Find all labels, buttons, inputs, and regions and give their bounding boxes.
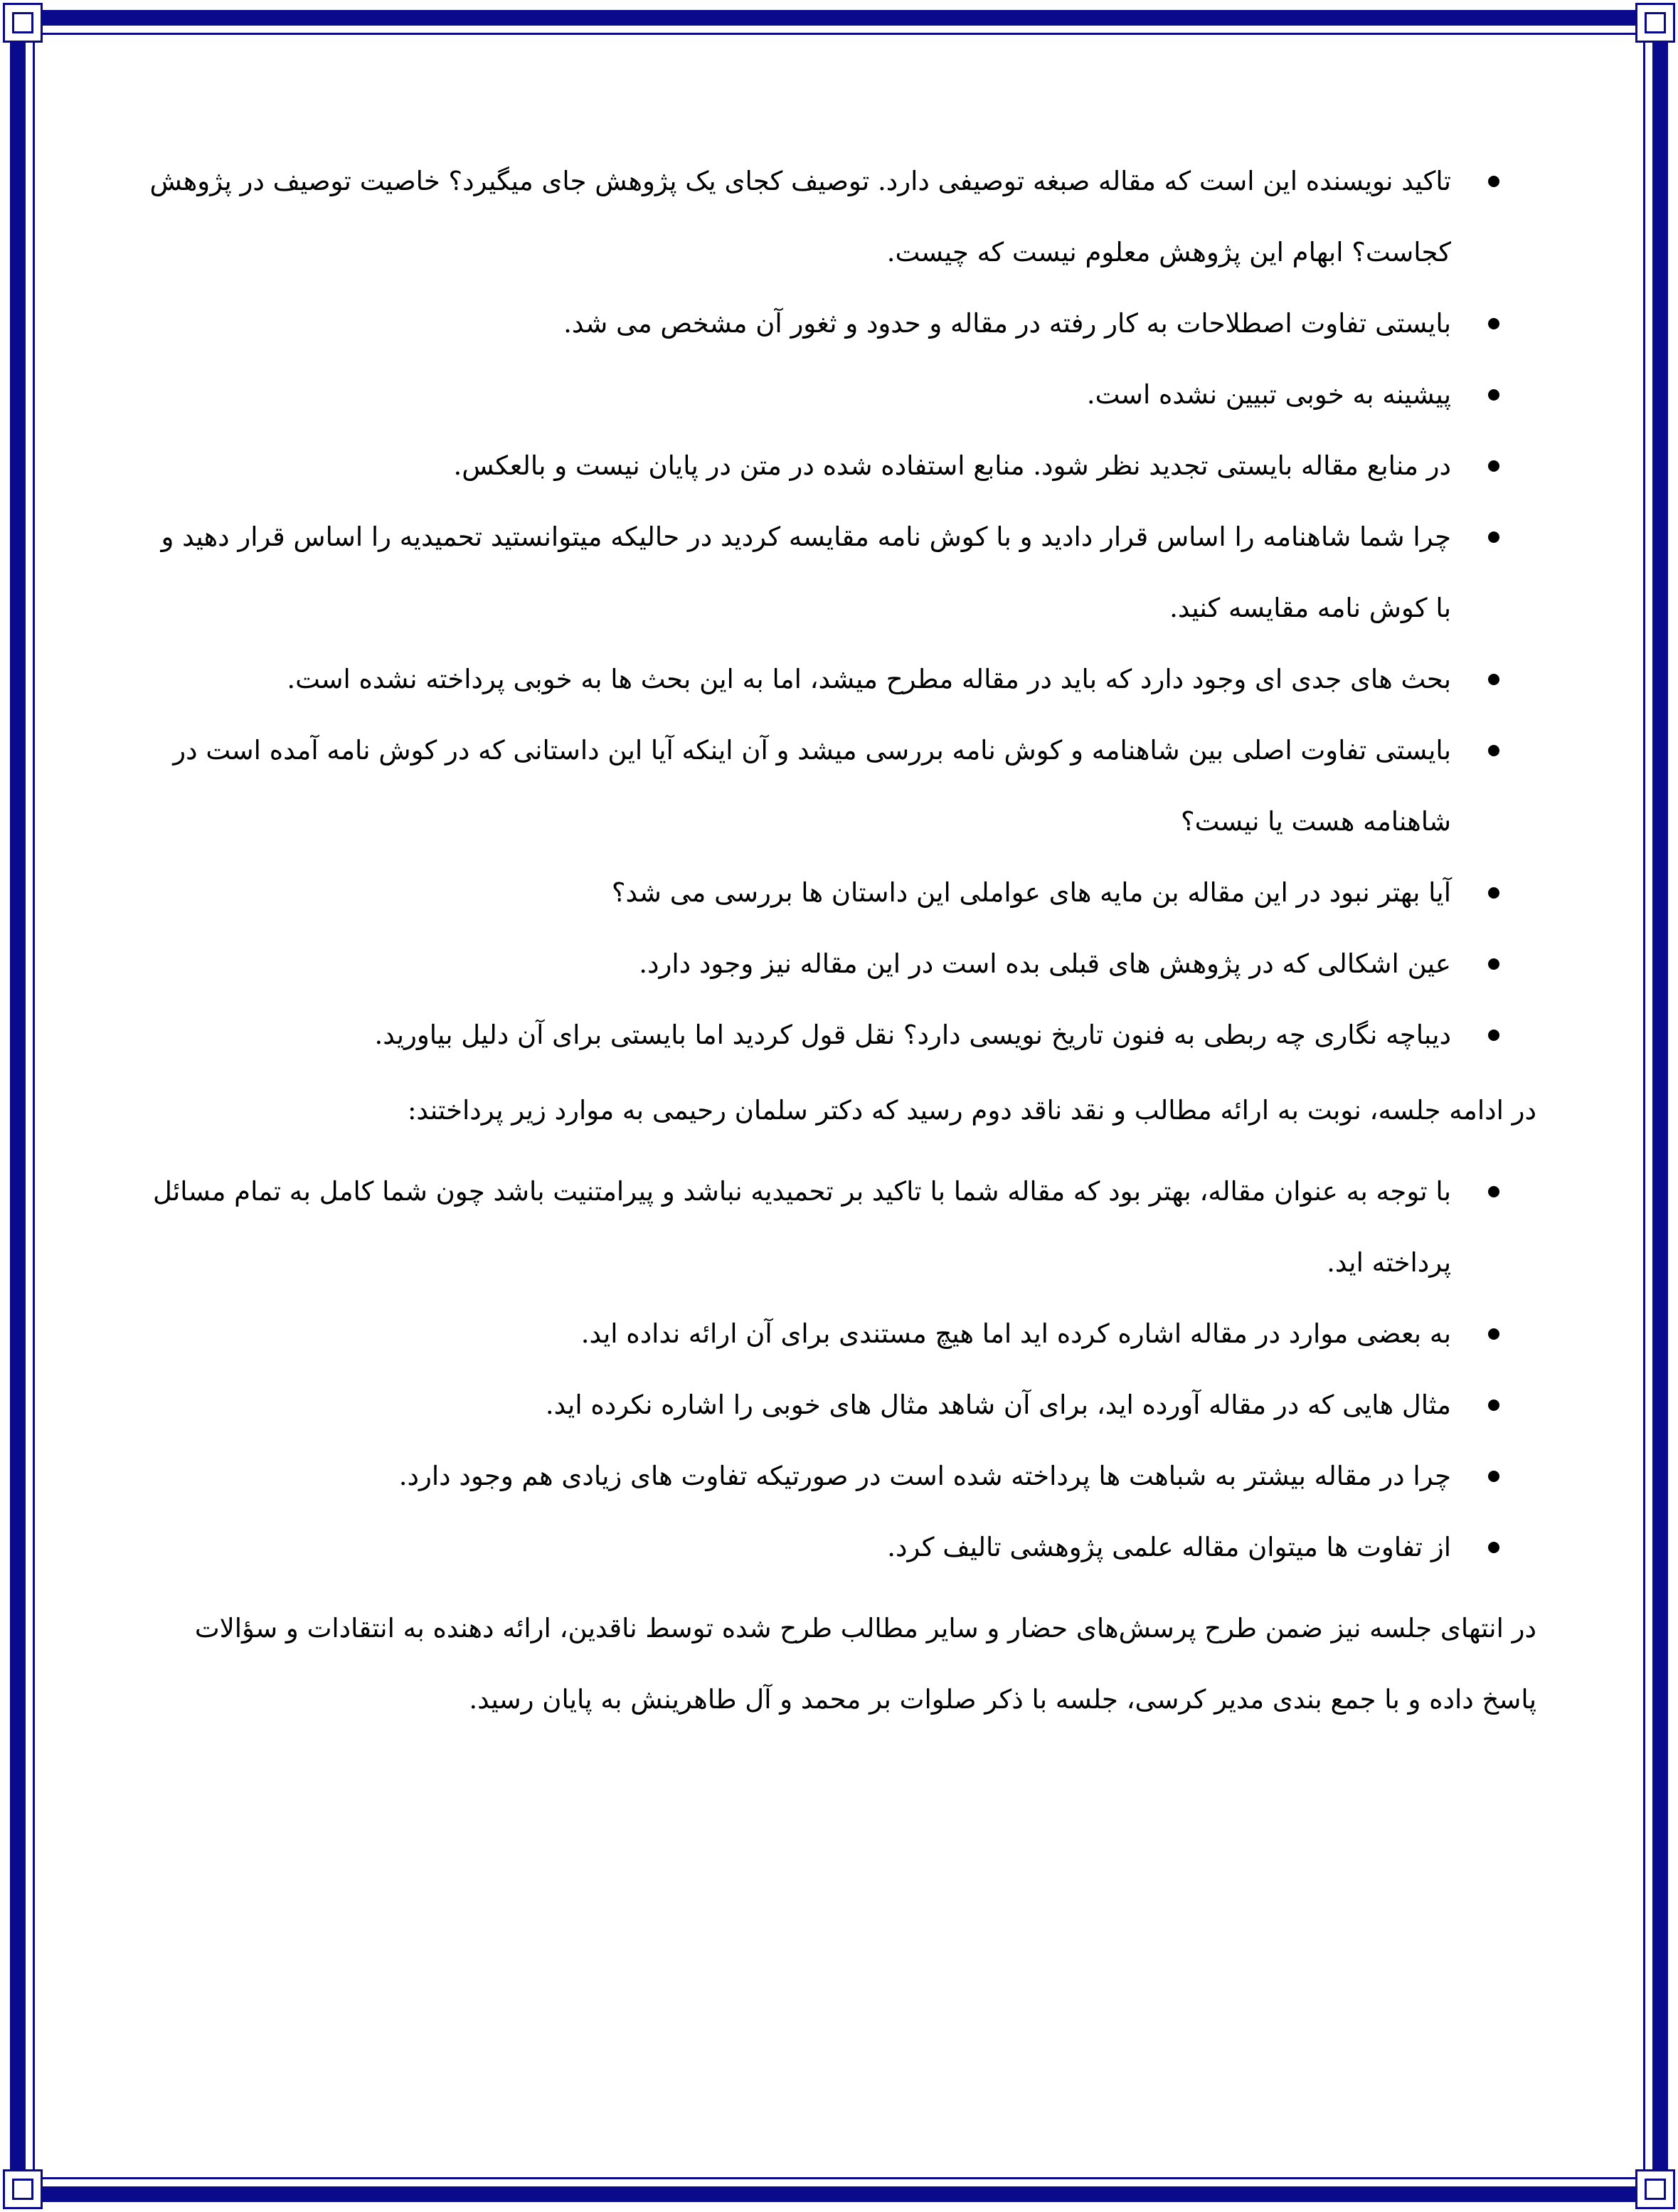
bullet-icon [1488, 1030, 1499, 1041]
list-item-text: چرا در مقاله بیشتر به شباهت ها پرداخته شده است در صورتیکه تفاوت های زیادی هم وجود دارد. [398, 1461, 1451, 1491]
bullet-icon [1488, 460, 1499, 472]
list-item [142, 857, 1451, 928]
bullet-icon [1488, 1542, 1499, 1553]
list-item [142, 288, 1451, 359]
list-item [142, 928, 1451, 1000]
bullet-icon [1488, 1328, 1499, 1340]
list-item-text: دیباچه نگاری چه ربطی به فنون تاریخ نویسی دارد؟ نقل قول کردید اما بایستی برای آن دلیل بیاورید. [374, 1020, 1451, 1050]
bullet-icon [1488, 1186, 1499, 1197]
list-item [142, 715, 1451, 857]
bullet-icon [1488, 389, 1499, 401]
bullet-icon [1488, 958, 1499, 970]
list-item-text: چرا شما شاهنامه را اساس قرار دادید و با کوش نامه مقایسه کردید در حالیکه میتوانستید تحمیدیه را اساس قرار دهید و با کوش نامه مقایسه کنید. [161, 522, 1451, 623]
first-critic-list [142, 146, 1536, 1071]
list-item [142, 430, 1451, 502]
bullet-icon [1488, 531, 1499, 543]
list-item-text: مثال هایی که در مقاله آورده اید، برای آن شاهد مثال های خوبی را اشاره نکرده اید. [545, 1390, 1451, 1420]
list-item-text: در منابع مقاله بایستی تجدید نظر شود. منابع استفاده شده در متن در پایان نیست و بالعکس. [453, 450, 1451, 481]
list-item-text: از تفاوت ها میتوان مقاله علمی پژوهشی تالیف کرد. [887, 1532, 1451, 1562]
list-item-text: پیشینه به خوبی تبیین نشده است. [1086, 379, 1451, 410]
document-body [142, 146, 1536, 1735]
bullet-icon [1488, 674, 1499, 685]
bullet-icon [1488, 176, 1499, 187]
list-item-text: تاکید نویسنده این است که مقاله صبغه توصیفی دارد. توصیف کجای یک پژوهش جای میگیرد؟ خاصیت توصیف در پژوهش کجاست؟ ابهام این پژوهش معلوم نیست که چیست. [149, 166, 1451, 268]
bullet-icon [1488, 1399, 1499, 1411]
list-item [142, 1370, 1451, 1441]
second-critic-intro: در ادامه جلسه، نوبت به ارائه مطالب و نقد ناقد دوم رسید که دکتر سلمان رحیمی به موارد زیر پرداختند: [407, 1095, 1536, 1126]
list-item [142, 359, 1451, 430]
list-item-text: بایستی تفاوت اصطلاحات به کار رفته در مقاله و حدود و ثغور آن مشخص می شد. [563, 308, 1451, 339]
list-item-text: بایستی تفاوت اصلی بین شاهنامه و کوش نامه بررسی میشد و آن اینکه آیا این داستانی که در کوش نامه آمده است در شاهنامه هست یا نیست؟ [173, 735, 1451, 837]
border-corner-ornament [3, 2169, 43, 2209]
bullet-icon [1488, 887, 1499, 899]
list-item-text: به بعضی موارد در مقاله اشاره کرده اید اما هیچ مستندی برای آن ارائه نداده اید. [580, 1318, 1451, 1349]
list-item-text: با توجه به عنوان مقاله، بهتر بود که مقاله شما با تاکید بر تحمیدیه نباشد و پیرامتنیت باشد چون شما کامل به تمام مسائل پرداخته اید. [152, 1176, 1451, 1278]
closing-paragraph: در انتهای جلسه نیز ضمن طرح پرسش‌های حضار و سایر مطالب طرح شده توسط ناقدین، ارائه دهنده به انتقادات و سؤالات پاسخ داده و با جمع بندی مدیر کرسی، جلسه با ذکر صلوات بر محمد و آل طاهرینش به پایان رسید. [194, 1613, 1536, 1715]
bullet-icon [1488, 745, 1499, 756]
list-item [142, 1512, 1451, 1583]
border-corner-ornament [1635, 2169, 1675, 2209]
list-item [142, 502, 1451, 644]
list-item [142, 1156, 1451, 1298]
bullet-icon [1488, 318, 1499, 329]
list-item-text: بحث های جدی ای وجود دارد که باید در مقاله مطرح میشد، اما به این بحث ها به خوبی پرداخته نشده است. [287, 664, 1451, 694]
bullet-icon [1488, 1471, 1499, 1482]
second-critic-list [142, 1156, 1536, 1583]
list-item [142, 1000, 1451, 1071]
list-item-text: عین اشکالی که در پژوهش های قبلی بده است در این مقاله نیز وجود دارد. [639, 948, 1451, 979]
list-item-text: آیا بهتر نبود در این مقاله بن مایه های عواملی این داستان ها بررسی می شد؟ [611, 877, 1451, 908]
list-item [142, 1441, 1451, 1512]
list-item [142, 146, 1451, 288]
border-corner-ornament [3, 3, 43, 43]
border-corner-ornament [1635, 3, 1675, 43]
list-item [142, 644, 1451, 715]
list-item [142, 1298, 1451, 1370]
